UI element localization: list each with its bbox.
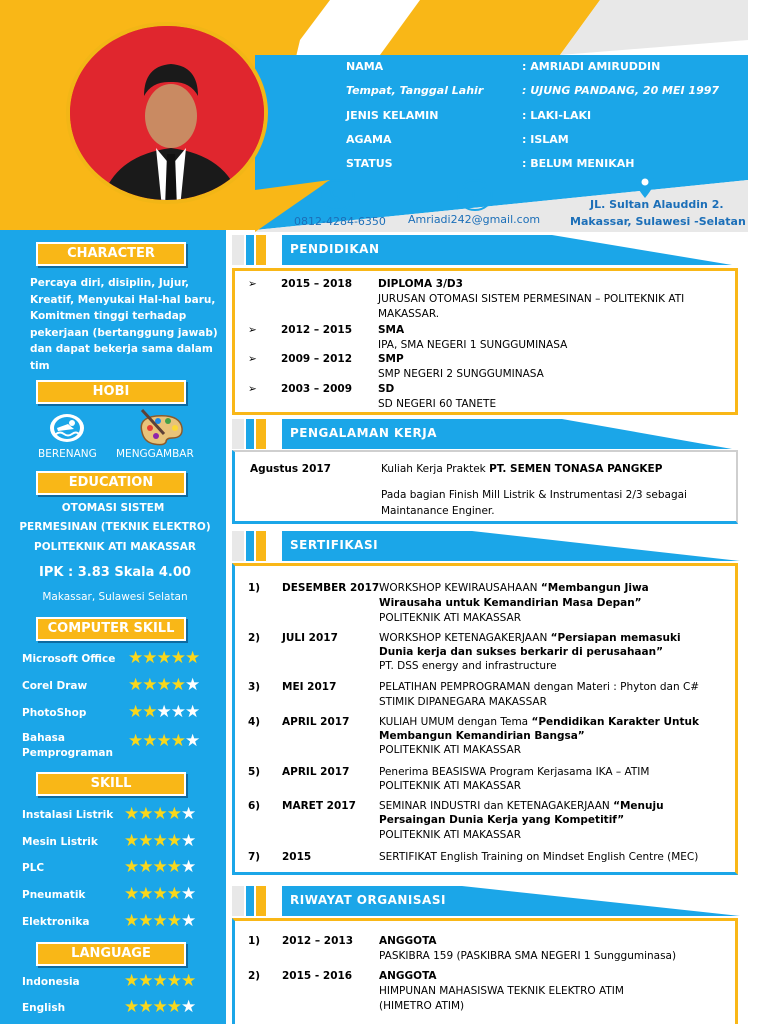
education-location: Makassar, Sulawesi Selatan [42, 591, 188, 603]
star-rating [128, 704, 199, 721]
star-filled-icon: ★ [185, 648, 200, 668]
identity-label: STATUS [346, 157, 393, 170]
person-avatar-icon [70, 26, 268, 204]
cert-title: SERTIFIKAT English Training on Mindset English Centre (MEC) [379, 851, 699, 863]
star-filled-icon: ★ [152, 857, 167, 877]
education-line2: PERMESINAN (TEKNIK ELEKTRO) [19, 521, 211, 533]
language-banner: LANGUAGE [36, 942, 186, 966]
section-title: SERTIFIKASI [290, 538, 379, 552]
star-filled-icon: ★ [152, 971, 167, 991]
star-filled-icon: ★ [138, 997, 153, 1017]
star-empty-icon: ★ [185, 731, 200, 751]
star-empty-icon: ★ [181, 911, 196, 931]
edu-detail: IPA, SMA NEGERI 1 SUNGGUMINASA [378, 339, 568, 351]
cert-date: DESEMBER 2017 [282, 582, 380, 594]
address-line2: Makassar, Sulawesi -Selatan [570, 215, 746, 228]
star-filled-icon: ★ [128, 675, 143, 695]
list-marker: ➢ [248, 353, 257, 365]
org-years: 2015 - 2016 [282, 970, 353, 982]
star-empty-icon: ★ [181, 831, 196, 851]
star-filled-icon: ★ [142, 702, 157, 722]
cert-number: 5) [248, 766, 261, 778]
address-line1: JL. Sultan Alauddin 2. [590, 198, 724, 211]
star-empty-icon: ★ [181, 857, 196, 877]
star-empty-icon: ★ [156, 702, 171, 722]
mail-icon [456, 178, 494, 212]
edu-detail: SD NEGERI 60 TANETE [378, 398, 497, 410]
star-filled-icon: ★ [142, 731, 157, 751]
org-name: PASKIBRA 159 (PASKIBRA SMA NEGERI 1 Sungguminasa) [379, 950, 677, 962]
cert-org: PT. DSS energy and infrastructure [379, 660, 557, 672]
cert-number: 3) [248, 681, 261, 693]
star-filled-icon: ★ [128, 702, 143, 722]
cert-title: Penerima BEASISWA Program Kerjasama IKA – ATIM [379, 766, 650, 778]
cert-title: WORKSHOP KEWIRAUSAHAAN “Membangun Jiwa [379, 582, 649, 594]
org-role: ANGGOTA [379, 935, 437, 947]
profile-photo [66, 22, 268, 204]
star-rating [124, 913, 195, 930]
phone-link[interactable]: 0812-4284-6350 [294, 215, 386, 228]
star-rating [124, 886, 195, 903]
identity-label: NAMA [346, 60, 384, 73]
cert-number: 1) [248, 582, 261, 594]
star-filled-icon: ★ [152, 884, 167, 904]
list-marker: ➢ [248, 383, 257, 395]
header [0, 0, 768, 232]
cert-number: 7) [248, 851, 261, 863]
hobi-banner: HOBI [36, 380, 186, 404]
cert-title-cont: Persaingan Dunia Kerja yang Kompetitif” [379, 814, 625, 826]
star-empty-icon: ★ [181, 884, 196, 904]
cert-org: POLITEKNIK ATI MAKASSAR [379, 780, 521, 792]
cert-title: WORKSHOP KETENAGAKERJAAN “Persiapan memasuki [379, 632, 681, 644]
star-rating [124, 859, 195, 876]
hobby-label-swimming: BERENANG [38, 448, 97, 460]
education-ipk: IPK : 3.83 Skala 4.00 [39, 565, 191, 580]
star-rating [128, 733, 199, 750]
sertifikasi-header [232, 531, 742, 561]
organisasi-header [232, 886, 742, 916]
star-filled-icon: ★ [124, 831, 139, 851]
education-banner: EDUCATION [36, 471, 186, 495]
skill-name: English [22, 1002, 66, 1014]
work-date: Agustus 2017 [250, 463, 331, 475]
cert-org: POLITEKNIK ATI MAKASSAR [379, 829, 521, 841]
identity-value: : BELUM MENIKAH [522, 157, 635, 170]
character-text: Percaya diri, disiplin, Jujur, Kreatif, Menyukai Hal-hal baru, Komitmen tinggi terhadap pekerjaan (bertanggung jawab) dan dapat bekerja sama dalam tim [30, 277, 218, 372]
cert-date: MARET 2017 [282, 800, 356, 812]
work-title: Kuliah Kerja Praktek PT. SEMEN TONASA PANGKEP [381, 463, 663, 475]
star-filled-icon: ★ [138, 831, 153, 851]
edu-level: SD [378, 383, 395, 395]
star-filled-icon: ★ [166, 971, 181, 991]
cert-date: APRIL 2017 [282, 716, 350, 728]
star-filled-icon: ★ [170, 731, 185, 751]
star-empty-icon: ★ [181, 997, 196, 1017]
star-filled-icon: ★ [152, 911, 167, 931]
cert-title-cont: Dunia kerja dan sukses berkarir di perusahaan” [379, 646, 663, 658]
star-filled-icon: ★ [181, 971, 196, 991]
star-filled-icon: ★ [166, 857, 181, 877]
star-filled-icon: ★ [138, 884, 153, 904]
cert-date: MEI 2017 [282, 681, 337, 693]
section-title: RIWAYAT ORGANISASI [290, 893, 446, 907]
skill-name: Elektronika [22, 916, 90, 928]
star-filled-icon: ★ [128, 648, 143, 668]
star-filled-icon: ★ [170, 648, 185, 668]
star-empty-icon: ★ [181, 804, 196, 824]
education-line1: OTOMASI SISTEM [61, 502, 165, 514]
star-filled-icon: ★ [166, 831, 181, 851]
hobby-label-drawing: MENGGAMBAR [116, 448, 194, 460]
edu-years: 2015 – 2018 [281, 278, 353, 290]
star-filled-icon: ★ [166, 884, 181, 904]
star-filled-icon: ★ [166, 804, 181, 824]
star-filled-icon: ★ [166, 911, 181, 931]
identity-label: JENIS KELAMIN [346, 109, 439, 122]
cert-title: KULIAH UMUM dengan Tema “Pendidikan Karakter Untuk [379, 716, 699, 728]
computer-skill-banner: COMPUTER SKILL [36, 617, 186, 641]
star-rating [128, 650, 199, 667]
identity-label: Tempat, Tanggal Lahir [346, 84, 484, 97]
cert-org: STIMIK DIPANEGARA MAKASSAR [379, 696, 547, 708]
pendidikan-header [232, 235, 742, 265]
work-detail: Pada bagian Finish Mill Listrik & Instrumentasi 2/3 sebagai [381, 489, 687, 501]
identity-value: : UJUNG PANDANG, 20 MEI 1997 [522, 84, 720, 97]
star-filled-icon: ★ [170, 675, 185, 695]
star-filled-icon: ★ [124, 911, 139, 931]
identity-value: : LAKI-LAKI [522, 109, 592, 122]
edu-years: 2012 – 2015 [281, 324, 353, 336]
edu-detail: JURUSAN OTOMASI SISTEM PERMESINAN – POLITEKNIK ATI [378, 293, 685, 305]
org-role: ANGGOTA [379, 970, 437, 982]
identity-label: AGAMA [346, 133, 392, 146]
star-filled-icon: ★ [142, 648, 157, 668]
star-filled-icon: ★ [156, 675, 171, 695]
skill-name: Pneumatik [22, 889, 86, 901]
star-filled-icon: ★ [124, 804, 139, 824]
location-pin-icon [634, 173, 656, 199]
cert-number: 6) [248, 800, 261, 812]
list-marker: ➢ [248, 278, 257, 290]
section-title: PENDIDIKAN [290, 242, 380, 256]
star-filled-icon: ★ [138, 857, 153, 877]
org-number: 2) [248, 970, 261, 982]
org-name: HIMPUNAN MAHASISWA TEKNIK ELEKTRO ATIM [379, 985, 624, 997]
skill-banner: SKILL [36, 772, 186, 796]
swimming-icon [48, 412, 86, 444]
cert-date: APRIL 2017 [282, 766, 350, 778]
star-empty-icon: ★ [185, 675, 200, 695]
star-filled-icon: ★ [124, 857, 139, 877]
skill-name: Microsoft Office [22, 653, 116, 665]
edu-detail: MAKASSAR. [378, 308, 440, 320]
section-title: PENGALAMAN KERJA [290, 426, 438, 440]
star-rating [124, 973, 195, 990]
star-filled-icon: ★ [128, 731, 143, 751]
cert-title-cont: Membangun Kemandirian Bangsa” [379, 730, 585, 742]
cert-title-cont: Wirausaha untuk Kemandirian Masa Depan” [379, 597, 642, 609]
star-filled-icon: ★ [124, 971, 139, 991]
skill-name: PhotoShop [22, 707, 87, 719]
skill-name: Bahasa Pemprograman [22, 732, 113, 759]
character-banner: CHARACTER [36, 242, 186, 266]
skill-name: Indonesia [22, 976, 80, 988]
star-filled-icon: ★ [138, 971, 153, 991]
cert-title: SEMINAR INDUSTRI dan KETENAGAKERJAAN “Menuju [379, 800, 664, 812]
star-rating [124, 999, 195, 1016]
org-name: (HIMETRO ATIM) [379, 1000, 465, 1012]
phone-icon [318, 178, 356, 212]
palette-icon [136, 408, 186, 446]
cert-number: 2) [248, 632, 261, 644]
star-rating [124, 833, 195, 850]
cert-date: JULI 2017 [282, 632, 338, 644]
cert-number: 4) [248, 716, 261, 728]
cert-date: 2015 [282, 851, 312, 863]
education-line3: POLITEKNIK ATI MAKASSAR [34, 541, 196, 553]
pengalaman-header [232, 419, 742, 449]
edu-years: 2003 – 2009 [281, 383, 353, 395]
identity-value: : AMRIADI AMIRUDDIN [522, 60, 661, 73]
star-empty-icon: ★ [170, 702, 185, 722]
star-filled-icon: ★ [152, 831, 167, 851]
skill-name: Mesin Listrik [22, 836, 98, 848]
skill-name: Instalasi Listrik [22, 809, 114, 821]
star-filled-icon: ★ [138, 804, 153, 824]
skill-name: PLC [22, 862, 45, 874]
identity-value: : ISLAM [522, 133, 569, 146]
edu-detail: SMP NEGERI 2 SUNGGUMINASA [378, 368, 544, 380]
cert-org: POLITEKNIK ATI MAKASSAR [379, 744, 521, 756]
edu-level: DIPLOMA 3/D3 [378, 278, 463, 290]
org-number: 1) [248, 935, 261, 947]
cert-title: PELATIHAN PEMPROGRAMAN dengan Materi : Phyton dan C# [379, 681, 700, 693]
star-filled-icon: ★ [166, 997, 181, 1017]
star-filled-icon: ★ [142, 675, 157, 695]
star-filled-icon: ★ [138, 911, 153, 931]
star-filled-icon: ★ [152, 804, 167, 824]
star-rating [124, 806, 195, 823]
list-marker: ➢ [248, 324, 257, 336]
edu-level: SMA [378, 324, 405, 336]
edu-level: SMP [378, 353, 404, 365]
work-detail: Maintanance Enginer. [381, 505, 495, 517]
star-empty-icon: ★ [185, 702, 200, 722]
star-rating [128, 677, 199, 694]
skill-name: Corel Draw [22, 680, 88, 692]
star-filled-icon: ★ [124, 884, 139, 904]
star-filled-icon: ★ [124, 997, 139, 1017]
star-filled-icon: ★ [152, 997, 167, 1017]
star-filled-icon: ★ [156, 648, 171, 668]
email-link[interactable]: Amriadi242@gmail.com [408, 213, 541, 226]
edu-years: 2009 – 2012 [281, 353, 353, 365]
org-years: 2012 – 2013 [282, 935, 354, 947]
star-filled-icon: ★ [156, 731, 171, 751]
cert-org: POLITEKNIK ATI MAKASSAR [379, 612, 521, 624]
